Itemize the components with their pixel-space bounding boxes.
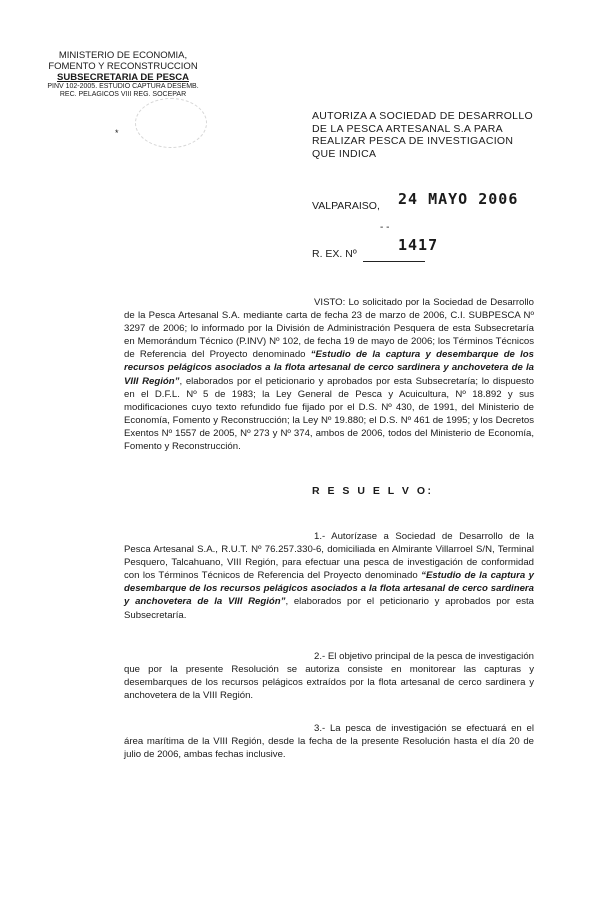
date-stamp: 24 MAYO 2006 [398, 190, 519, 208]
heading-line: DE LA PESCA ARTESANAL S.A PARA [312, 122, 503, 135]
resolution-number: 1417 [398, 236, 439, 254]
rex-dash: - - [380, 222, 390, 233]
place-label: VALPARAISO, [312, 200, 380, 212]
heading-line: REALIZAR PESCA DE INVESTIGACION [312, 135, 514, 147]
item-2-text: 2.- El objetivo principal de la pesca de investigación que por la presente Resolución se autoriza consiste en monitorear las capturas y desembarques de los recursos pelágicos extraídos por la flota artesanal de cerco sardinera y anchovetera de la VIII Región. [124, 651, 534, 702]
resolution-heading [312, 110, 562, 160]
item-3-text: 3.- La pesca de investigación se efectuará en el área marítima de la VIII Región, desde la fecha de la presente Resolución hasta el día 20 de julio de 2006, ambas fechas inclusive. [124, 723, 534, 761]
resolution-number-underline [363, 261, 425, 262]
item-1-lead: 1.- Autorízase a Sociedad de Desarrollo de la Pesca Artesanal S.A., R.U.T. Nº 76.257.330-6, domiciliada en Almirante Villarroel S/N, Terminal Pesquero, Talcahuano, VIII Región, para efectuar una pesca de investigación de conformidad con los Términos Técnicos de Referencia del Proyecto denominado [124, 531, 534, 582]
item-3-paragraph [124, 722, 534, 761]
item-1-tail: , elaborados por el peticionario y aprobados por esta Subsecretaría. [124, 596, 534, 621]
visto-tail: , elaborados por el peticionario y aprobados por esta Subsecretaría; lo dispuesto en el D.F.L. Nº 5 de 1983; la Ley General de Pesca y Acuicultura, Nº 18.892 y sus modificaciones cuyo texto refundido fue fijado por el D.S. Nº 430, de 1991, del Ministerio de Economía, Fomento y Reconstrucción; la Ley Nº 19.880; el D.S. Nº 461 de 1995; y los Decretos Exentos Nº 1557 de 2005, Nº 273 y Nº 374, ambos de 2006, todos del Ministerio de Economía, Fomento y Reconstrucción. [124, 375, 535, 453]
item-2-paragraph [124, 650, 534, 702]
visto-lead: VISTO: Lo solicitado por la Sociedad de Desarrollo de la Pesca Artesanal S.A. mediante carta de fecha 23 de marzo de 2006, C.I. SUBPESCA Nº 3297 de 2006; lo informado por la División de Administración Pesquera de esta Subsecretaría en Memorándum Técnico (P.INV) Nº 102, de fecha 19 de mayo de 2006; los Términos Técnicos de Referencia del Proyecto denominado [124, 297, 534, 361]
item-1-paragraph [124, 530, 534, 622]
heading-line: AUTORIZA A SOCIEDAD DE DESARROLLO [312, 110, 533, 122]
resolution-number-label: R. EX. Nº [312, 248, 357, 260]
initials-mark: * [115, 128, 119, 138]
letterhead [28, 50, 218, 99]
item-1-project-title: “Estudio de la captura y desembarque de los recursos pelágicos asociados a la flota artesanal de cerco sardinera y anchovetera de la VIII Región” [124, 570, 535, 608]
official-stamp [135, 98, 207, 148]
subsecretaria-name: SUBSECRETARIA DE PESCA [57, 72, 189, 83]
heading-line: QUE INDICA [312, 147, 377, 160]
file-reference: PINV 102-2005. ESTUDIO CAPTURA DESEMB. [47, 83, 199, 90]
visto-paragraph [124, 296, 534, 453]
ministry-name: MINISTERIO DE ECONOMIA, [58, 50, 188, 61]
resuelvo-heading: R E S U E L V O: [312, 485, 434, 497]
file-reference-cont: REC. PELAGICOS VIII REG. SOCEPAR [59, 91, 187, 98]
ministry-name-cont: FOMENTO Y RECONSTRUCCION [48, 61, 198, 72]
visto-project-title: “Estudio de la captura y desembarque de los recursos pelágicos asociados a la flota artesanal de cerco sardinera y anchovetera de la VIII Región” [124, 349, 534, 387]
